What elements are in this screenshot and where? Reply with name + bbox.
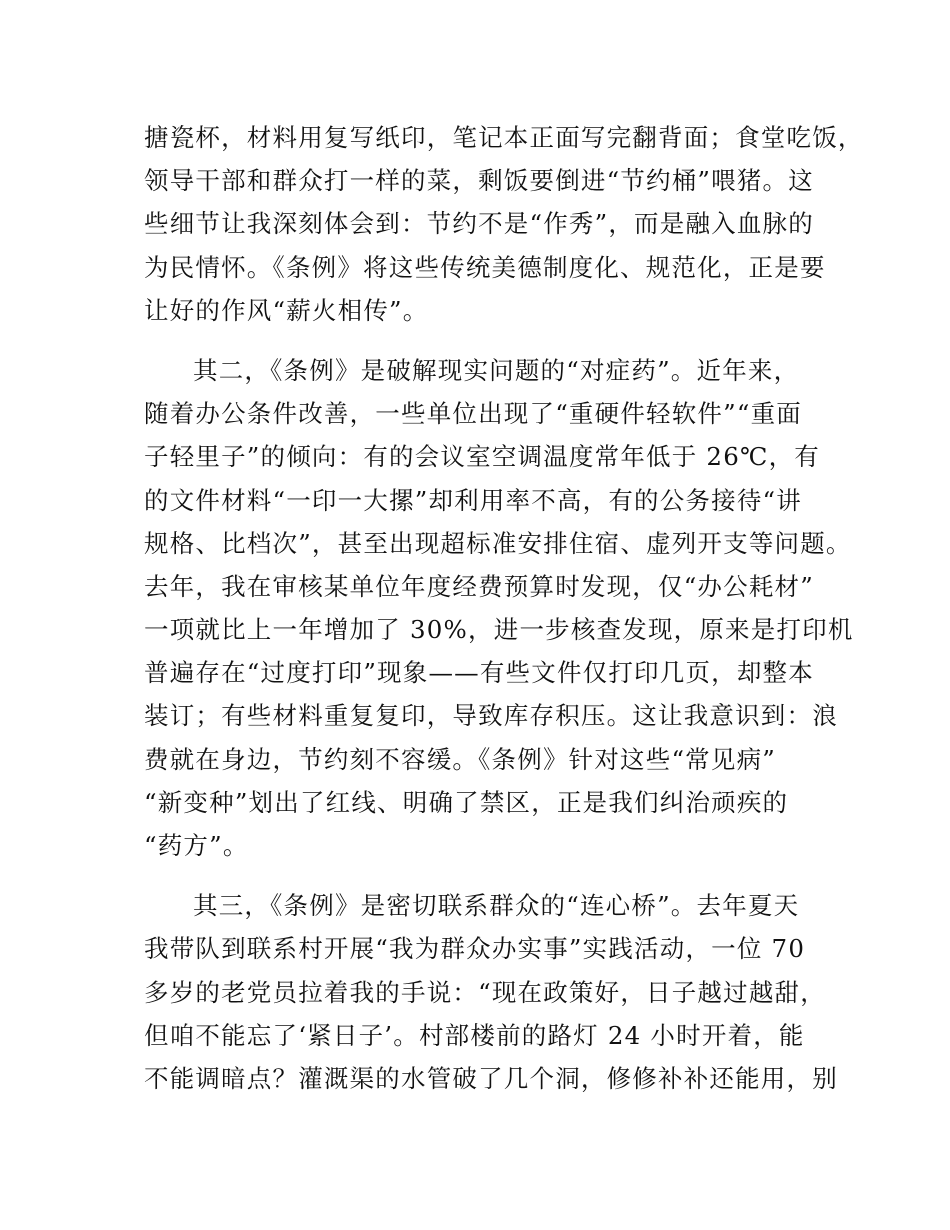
paragraph-line: 其三，《条例》是密切联系群众的“连心桥”。去年夏天 — [193, 891, 800, 921]
paragraph-line: “新变种”划出了红线、明确了禁区，正是我们纠治顽疾的 — [144, 787, 789, 817]
paragraph-line: 但咱不能忘了‘紧日子’。村部楼前的路灯 24 小时开着，能 — [144, 1020, 805, 1050]
paragraph-line: 费就在身边，节约刻不容缓。《条例》针对这些“常见病” — [144, 744, 776, 774]
document-body — [144, 116, 864, 1100]
paragraph-gap — [144, 332, 824, 349]
paragraph-line: 的文件材料“一印一大摞”却利用率不高，有的公务接待“讲 — [144, 485, 802, 515]
paragraph-line: 规格、比档次”，甚至出现超标准安排住宿、虚列开支等问题。 — [144, 528, 852, 558]
paragraph-1 — [144, 116, 864, 332]
paragraph-line: 让好的作风“薪火相传”。 — [144, 295, 429, 325]
paragraph-line: 一项就比上一年增加了 30%，进一步核查发现，原来是打印机 — [144, 615, 854, 645]
paragraph-gap — [144, 867, 824, 884]
paragraph-line: 普遍存在“过度打印”现象——有些文件仅打印几页，却整本 — [144, 658, 814, 688]
paragraph-line: 去年，我在审核某单位年度经费预算时发现，仅“办公耗材” — [144, 571, 814, 601]
paragraph-3 — [144, 884, 838, 1100]
paragraph-line: 领导干部和群众打一样的菜，剩饭要倒进“节约桶”喂猪。这 — [144, 166, 814, 196]
paragraph-line: 其二，《条例》是破解现实问题的“对症药”。近年来， — [193, 355, 800, 385]
paragraph-line: 多岁的老党员拉着我的手说：“现在政策好，日子越过越甜， — [144, 977, 826, 1007]
paragraph-line: 随着办公条件改善，一些单位出现了“重硬件轻软件”“重面 — [144, 399, 802, 429]
paragraph-line: 不能调暗点？灌溉渠的水管破了几个洞，修修补补还能用，别 — [144, 1063, 838, 1093]
paragraph-line: 搪瓷杯，材料用复写纸印，笔记本正面写完翻背面；食堂吃饭， — [144, 123, 864, 152]
paragraph-2 — [144, 349, 854, 867]
paragraph-line: 我带队到联系村开展“我为群众办实事”实践活动，一位 70 — [144, 934, 806, 964]
paragraph-line: 装订；有些材料重复复印，导致库存积压。这让我意识到：浪 — [144, 701, 838, 731]
paragraph-line: 子轻里子”的倾向：有的会议室空调温度常年低于 26℃，有 — [144, 442, 820, 472]
paragraph-line: 些细节让我深刻体会到：节约不是“作秀”，而是融入血脉的 — [144, 209, 814, 239]
paragraph-line: “药方”。 — [144, 831, 249, 860]
paragraph-line: 为民情怀。《条例》将这些传统美德制度化、规范化，正是要 — [144, 252, 826, 282]
